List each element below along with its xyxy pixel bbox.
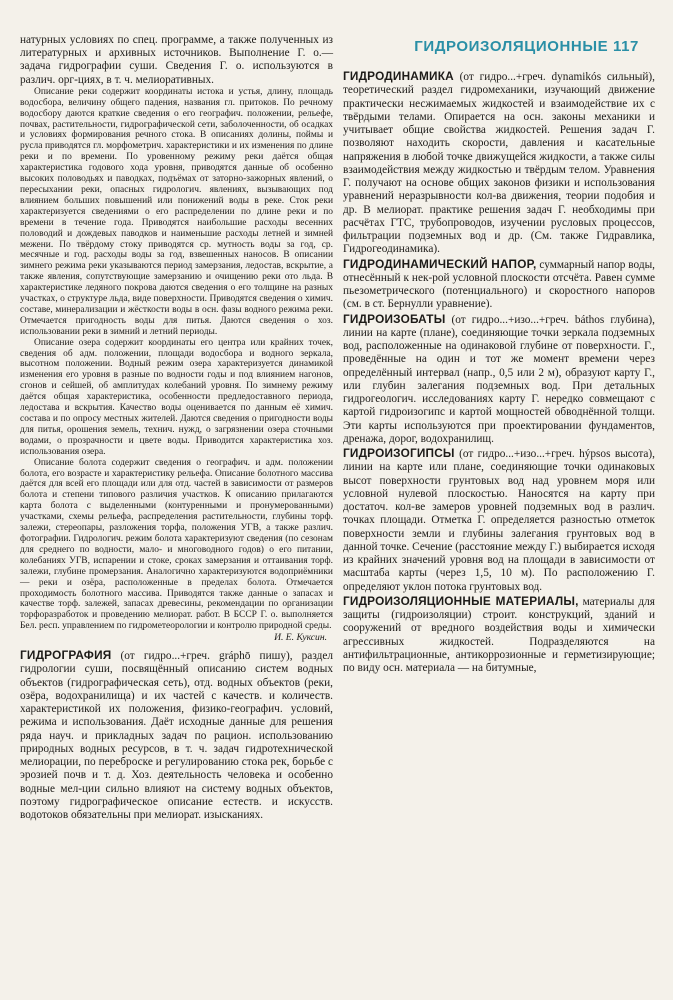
entry-hydroisobaths bbox=[343, 313, 655, 447]
entry-body: (от гидро...+греч. dynamikós сильный), теоретический раздел гидромеханики, изучающий движение практически несжимаемых жидкостей и взаимодействие их с твёрдыми телами. Опирается на осн. законы механики и учитывает общие свойства жидкостей. Решения задач Г. позволяют находить скорости, давления и касательные напряжения в любой точке движущейся жидкости, а также силы взаимодействия между жидкостью и твёрдым телом. Уравнения Г. получают на основе общих законов физики и использования уравнений неразрывности кол-ва движения, теории подобия и др. В мелиорат. практике решения задач Г. необходимы при расчётах ГТС, трубопроводов, изучении русловых процессов, фильтрации подземных вод и др. (См. также Гидравлика, Гидрогеодинамика). bbox=[343, 71, 655, 256]
entry-body: (от гидро...+изо...+греч. báthos глубина), линии на карте (плане), соединяющие точки зеркала подземных вод, расположенные на одинаковой глубине от поверхности. Г., проведённые на один и тот же момент времени через определённый интервал (напр., 0,5 или 2 м), образуют карту Г., или глубин залегания подземных вод. При детальных гидрогеологич. исследованиях карту Г. нередко совмещают с картой гидроизогипс и картой мощностей обводнённой толщи. Эти карты используются при проектировании фундаментов, дренажа, дорог, водохранилищ. bbox=[343, 313, 655, 445]
lede-paragraph: натурных условиях по спец. программе, а также полученных из литературных и архивных источников. Выполнение Г. о.— задача гидрографии суши. Сведения Г. о. используются в различ. орг-циях, в т. ч. мелиоративных. bbox=[20, 34, 333, 86]
entry-headword: ГИДРОДИНАМИЧЕСКИЙ НАПОР, bbox=[343, 256, 537, 271]
entry-headword: ГИДРОИЗОГИПСЫ bbox=[343, 446, 455, 460]
entry-body: материалы для защиты (гидроизоляции) строит. конструкций, зданий и сооружений от вредного воздействия воды и химически агрессивных жидкостей. Подразделяются на антифильтрационные, антикоррозионные и герметизирующие; по виду осн. материала — на битумные, bbox=[343, 595, 655, 674]
entry-body: (от гидро...+изо...+греч. hýpsos высота), линии на карте или плане, соединяющие точки одинаковых высот поверхности грунтовых вод над уровнем моря или условной нулевой плоскостью. Наносятся на карту при достаточ. кол-ве замеров уровней подземных вод в различ. точках площади. Отметка Г. определяется разностью отметок поверхности земли и глубины залегания грунтовых вод в данной точке. Сечение (расстояние между Г.) выбирается исходя из крайних значений уровня вод на площади в зависимости от масштаба карты (через 1,5, 10 м). По расположению Г. определяют уклон потока грунтовых вод. bbox=[343, 448, 655, 593]
entry-hydrodynamics bbox=[343, 70, 655, 257]
running-head: ГИДРОИЗОЛЯЦИОННЫЕ 117 bbox=[414, 38, 639, 55]
entry-waterproofing-materials bbox=[343, 595, 655, 676]
lake-description-paragraph: Описание озера содержит координаты его центра или крайних точек, сведения об адм. положении, площади водосбора и водного зеркала, высотном положении. Водный режим озера характеризуется динамикой изменения его уровня в разные по водности годы и под влиянием нагонов, сгонов и сейшей, об амплитудах колебаний уровня. По зимнему режиму даётся общая характеристика, особенности предледоставного периода, ледостава и вскрытия. Качество воды оценивается по данным её химич. состава и по опросу местных жителей. Даются сведения о пригодности воды для питья, орошения земель, технич. нужд, о загрязнении озера сточными водами, о прозрачности и цвете воды. Приводится характеристика хоз. использования озера. bbox=[20, 337, 333, 457]
entry-hydroisohypses bbox=[343, 447, 655, 594]
entry-headword: ГИДРОИЗОЛЯЦИОННЫЕ МАТЕРИАЛЫ, bbox=[343, 593, 579, 608]
entry-hydrography bbox=[20, 649, 333, 822]
author-signature: И. Е. Куксин. bbox=[274, 632, 327, 644]
entry-body: (от гидро...+греч. gráphō пишу), раздел гидрологии суши, посвящённый описанию систем водных объектов (гидрографическая сеть), отд. водных объектов (реки, озёра, водохранилища) и их частей с качеств. и количеств. характеристикой их положения, физико-географич. условий, режима и использования. Даёт исходные данные для решения ряда науч. и прикладных задач по рацион. использованию природных водных ресурсов, в т. ч. задач гидротехнической мелиорации, по переброске и регулированию стока рек, борьбе с эрозией почв и т. д. Хоз. деятельность человека и особенно водные мел-ции сильно влияют на систему водных объектов, поэтому гидрографическое описание естеств. и искусств. водотоков обязательны при мелиорат. изысканиях. bbox=[20, 650, 333, 822]
entry-hydrodynamic-head bbox=[343, 258, 655, 312]
entry-headword: ГИДРОГРАФИЯ bbox=[20, 648, 112, 663]
bog-description-paragraph: Описание болота содержит сведения о географич. и адм. положении болота, его возрасте и характеристику рельефа. Описание болотного массива даётся для всей его площади или для отд. частей в зависимости от размеров болота и степени типового различия участков. К описанию прилагаются карта болота с выделенными (контуренными и пронумерованными) участками, схемы рельефа, распределения растительности, глубины торф. залежи, стереопары, разложения торфа, положения УГВ, а также различ. фотографии. Гидрологич. режим болота характеризуют сведения (по сезонам для среднего по водности, мало- и многоводного годов) о его питании, колебаниях УГВ, испарении и стоке, сроках замерзания и оттаивания торф. залежи, глубине промерзания. Аналогично характеризуются водоприёмники — реки и озёра, расположенные в пределах болота. Отмечается проходимость болотного массива. Приводятся также данные о запасах и качестве торф. залежей, запасах древесины, рекомендации по организации торфоразработок и проведению мелиорат. работ. В БССР Г. о. выполняется Бел. респ. управлением по гидрометеорологии и контролю природной среды. bbox=[20, 457, 333, 632]
entry-body: суммарный напор воды, отнесённый к нек-рой условной плоскости отсчёта. Равен сумме пьезометрического (потенциального) и скоростного напоров (см. в ст. Бернулли уравнение). bbox=[343, 258, 656, 311]
entry-headword: ГИДРОДИНАМИКА bbox=[343, 69, 454, 83]
entry-headword: ГИДРОИЗОБАТЫ bbox=[343, 311, 446, 326]
left-column bbox=[20, 34, 333, 823]
river-description-paragraph: Описание реки содержит координаты истока и устья, длину, площадь водосбора, величину общего падения, названия гл. притоков. По речному водосбору даются краткие сведения о его географич. положении, рельефе, почвах, растительности, гидрографической сети, заболоченности, об осадках и условиях формирования речного стока. В описаниях долины, поймы и русла приводятся гл. морфометрич. характеристики и их изменения по длине реки и по времени. По уровенному режиму реки даётся общая характеристика годового хода уровня, приводятся данные об особенно высоких половодьях и паводках, подъёмах от заторно-зажорных явлений, о пересыхании реки, опасных гидрологич. явлениях, вызывающих под влиянием больших повышений или понижений воды в реке. Сток реки характеризуется сведениями о его распределении по длине реки и по времени в течение года. Приводятся наибольшие расходы весенних половодий и дождевых паводков и наименьшие расходы летней и зимней межени. По твёрдому стоку приводятся ср. мутность воды за год, ср. месячные и год. расходы воды за год, взвешенных наносов. В описании зимнего режима реки указываются период замерзания, ледостав, вскрытие, а также явления, сопутствующие замерзанию и очищению реки ото льда. В характеристике ледяного покрова даются сведения о его толщине на разных участках, о структуре льда, виде поверхности. Приводятся сведения о химич. составе, минерализации и жёсткости воды в осн. фазы водного режима реки. Отмечается пригодность воды для питья. Даются сведения о хоз. использовании реки в зимний и летний периоды. bbox=[20, 86, 333, 337]
right-column bbox=[343, 70, 655, 676]
